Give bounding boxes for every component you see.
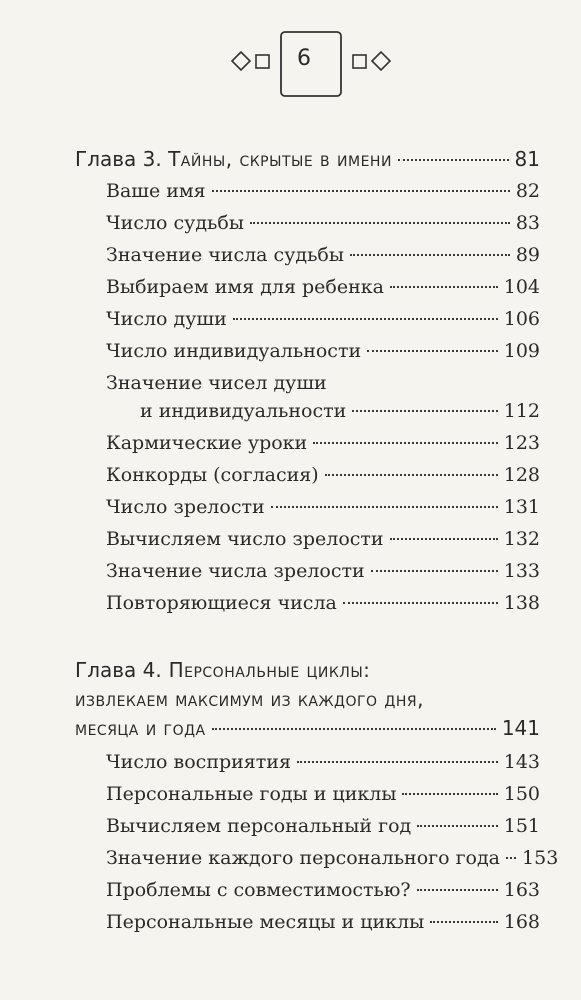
- dot-leader: [233, 318, 498, 320]
- page-header: [0, 26, 581, 106]
- toc-item[interactable]: [106, 813, 540, 839]
- page-ref: 81: [514, 147, 540, 171]
- toc-item[interactable]: [106, 462, 540, 488]
- toc-item-label: Выбираем имя для ребенка: [106, 276, 384, 298]
- toc-item[interactable]: [106, 274, 540, 300]
- page-ref: 143: [503, 751, 540, 773]
- toc-item-label: Кармические уроки: [106, 432, 308, 454]
- dot-leader: [371, 570, 498, 572]
- toc-item-label: Число зрелости: [106, 496, 265, 518]
- page-ref: 168: [503, 911, 540, 933]
- dot-leader: [402, 793, 497, 795]
- toc-item[interactable]: [140, 398, 540, 424]
- page-ref: 82: [515, 180, 540, 202]
- page-ref: 133: [503, 560, 540, 582]
- toc-item-label: Конкорды (согласия): [106, 464, 319, 486]
- chapter-prefix: Глава 4.: [75, 658, 162, 682]
- dot-leader: [313, 442, 498, 444]
- page-ref: 131: [503, 496, 540, 518]
- toc-item-label: Персональные месяцы и циклы: [106, 911, 425, 933]
- page-ref: 106: [503, 308, 540, 330]
- page-ref: 153: [522, 847, 559, 869]
- dot-leader: [367, 350, 498, 352]
- toc-item-label: Число восприятия: [106, 751, 291, 773]
- toc-item-label: Число судьбы: [106, 212, 244, 234]
- dot-leader: [250, 222, 510, 224]
- toc-item[interactable]: [106, 306, 540, 332]
- toc-item-label: Значение числа судьбы: [106, 244, 344, 266]
- dot-leader: [390, 538, 498, 540]
- dot-leader: [398, 159, 509, 161]
- page-ref: 112: [503, 400, 540, 422]
- toc-item[interactable]: [106, 877, 540, 903]
- toc-item-label: Ваше имя: [106, 180, 206, 202]
- toc-item[interactable]: [106, 558, 540, 584]
- toc-item[interactable]: [106, 909, 540, 935]
- dot-leader: [430, 921, 498, 923]
- dot-leader: [417, 825, 498, 827]
- dot-leader: [271, 506, 498, 508]
- page-ref: 138: [503, 592, 540, 614]
- chapter-title: Тайны, скрытые в имени: [168, 147, 392, 171]
- toc-item[interactable]: [106, 845, 559, 871]
- toc-chapter-4-line1[interactable]: [75, 657, 370, 683]
- dot-leader: [506, 857, 516, 859]
- page-ref: 141: [501, 716, 540, 740]
- page-ref: 132: [503, 528, 540, 550]
- dot-leader: [325, 474, 498, 476]
- toc-item-label-line2: и индивидуальности: [140, 400, 347, 422]
- dot-leader: [417, 889, 498, 891]
- toc-item[interactable]: [106, 781, 540, 807]
- dot-leader: [343, 602, 498, 604]
- dot-leader: [352, 410, 497, 412]
- toc-item[interactable]: [106, 494, 540, 520]
- dot-leader: [390, 286, 498, 288]
- toc-item[interactable]: [106, 178, 540, 204]
- toc-item[interactable]: [106, 590, 540, 616]
- toc-item-label: Вычисляем число зрелости: [106, 528, 384, 550]
- toc-item-label: Значение каждого персонального года: [106, 847, 501, 869]
- page-ref: 163: [503, 879, 540, 901]
- dot-leader: [350, 254, 510, 256]
- toc-item-label-line1[interactable]: Значение чисел души: [106, 372, 327, 394]
- toc-item[interactable]: [106, 430, 540, 456]
- chapter-prefix: Глава 3.: [75, 147, 162, 171]
- toc-item-label: Персональные годы и циклы: [106, 783, 397, 805]
- chapter-title-line1: Персональные циклы:: [168, 658, 371, 682]
- page-ref: 104: [503, 276, 540, 298]
- toc-item-label: Вычисляем персональный год: [106, 815, 412, 837]
- toc-item[interactable]: [106, 338, 540, 364]
- page-ref: 83: [515, 212, 540, 234]
- page-number: 6: [297, 46, 311, 71]
- chapter-title-line3: месяца и года: [75, 716, 206, 740]
- toc-item[interactable]: [106, 242, 540, 268]
- toc-item-label: Повторяющиеся числа: [106, 592, 337, 614]
- page-ref: 151: [503, 815, 540, 837]
- dot-leader: [212, 190, 510, 192]
- toc-chapter-4[interactable]: [75, 715, 540, 741]
- toc-item-label: Число души: [106, 308, 227, 330]
- toc-item-label: Проблемы с совместимостью?: [106, 879, 411, 901]
- page-ref: 123: [503, 432, 540, 454]
- page-ref: 150: [503, 783, 540, 805]
- toc-item-label: Значение числа зрелости: [106, 560, 365, 582]
- dot-leader: [297, 761, 498, 763]
- toc-item-label: Число индивидуальности: [106, 340, 362, 362]
- page-ref: 109: [503, 340, 540, 362]
- page-ref: 89: [515, 244, 540, 266]
- toc-item[interactable]: [106, 526, 540, 552]
- chapter-title-line2[interactable]: извлекаем максимум из каждого дня,: [75, 687, 424, 711]
- toc-item[interactable]: [106, 749, 540, 775]
- toc-chapter-3[interactable]: [75, 146, 540, 172]
- page-ref: 128: [503, 464, 540, 486]
- dot-leader: [212, 728, 496, 730]
- toc-item[interactable]: [106, 210, 540, 236]
